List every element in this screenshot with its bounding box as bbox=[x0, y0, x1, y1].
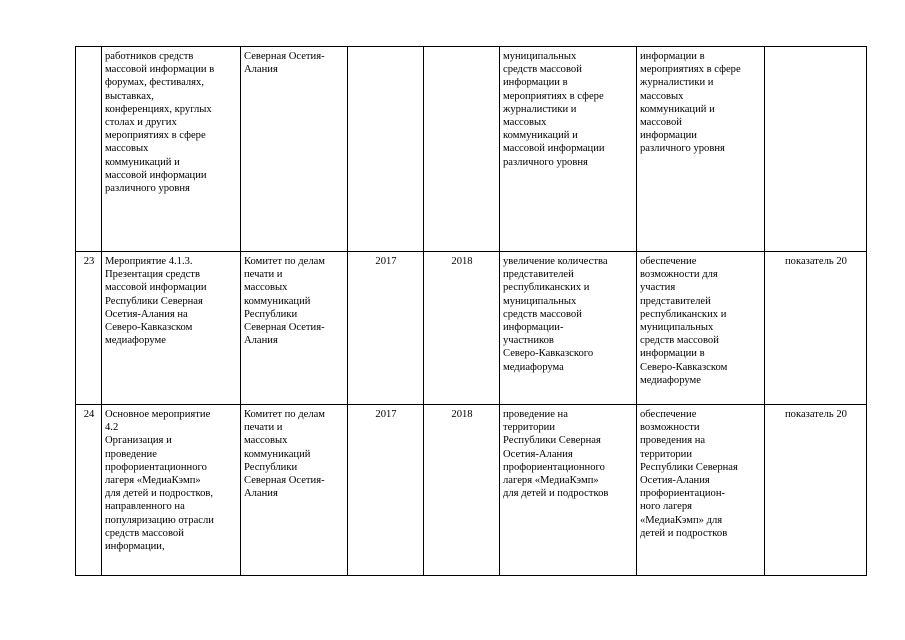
executor-cell: Комитет по делам печати и массовых коммуникаций Республики Северная Осетия- Алания bbox=[241, 405, 348, 576]
row-number-cell: 24 bbox=[76, 405, 102, 576]
executor-cell: Северная Осетия- Алания bbox=[241, 47, 348, 252]
row-number-cell: 23 bbox=[76, 252, 102, 405]
end-year-cell: 2018 bbox=[424, 405, 500, 576]
indicator-cell bbox=[765, 47, 867, 252]
consequence-cell: обеспечение возможности для участия представителей республиканских и муниципальных средств массовой информации в Северо-Кавказском медиафоруме bbox=[637, 252, 765, 405]
expected-result-cell: муниципальных средств массовой информации в мероприятиях в сфере журналистики и массовых коммуникаций и массовой информации различного уровня bbox=[500, 47, 637, 252]
table-row bbox=[76, 405, 867, 576]
start-year-cell: 2017 bbox=[348, 252, 424, 405]
consequence-cell: обеспечение возможности проведения на территории Республики Северная Осетия-Алания профориентацион- ного лагеря «МедиаКэмп» для детей и подростков bbox=[637, 405, 765, 576]
expected-result-cell: проведение на территории Республики Северная Осетия-Алания профориентационного лагеря «МедиаКэмп» для детей и подростков bbox=[500, 405, 637, 576]
activity-cell: Мероприятие 4.1.3. Презентация средств массовой информации Республики Северная Осетия-Алания на Северо-Кавказском медиафоруме bbox=[102, 252, 241, 405]
start-year-cell bbox=[348, 47, 424, 252]
activity-cell: Основное мероприятие 4.2 Организация и проведение профориентационного лагеря «МедиаКэмп» для детей и подростков, направленного на популяризацию отрасли средств массовой информации, bbox=[102, 405, 241, 576]
end-year-cell bbox=[424, 47, 500, 252]
activity-cell: работников средств массовой информации в форумах, фестивалях, выставках, конференциях, круглых столах и других мероприятиях в сфере массовых коммуникаций и массовой информации различного уровня bbox=[102, 47, 241, 252]
expected-result-cell: увеличение количества представителей республиканских и муниципальных средств массовой информации- участников Северо-Кавказского медиафорума bbox=[500, 252, 637, 405]
executor-cell: Комитет по делам печати и массовых коммуникаций Республики Северная Осетия- Алания bbox=[241, 252, 348, 405]
program-activities-table bbox=[75, 46, 867, 576]
table-row bbox=[76, 47, 867, 252]
row-number-cell bbox=[76, 47, 102, 252]
start-year-cell: 2017 bbox=[348, 405, 424, 576]
indicator-cell: показатель 20 bbox=[765, 405, 867, 576]
consequence-cell: информации в мероприятиях в сфере журналистики и массовых коммуникаций и массовой информации различного уровня bbox=[637, 47, 765, 252]
end-year-cell: 2018 bbox=[424, 252, 500, 405]
table-row bbox=[76, 252, 867, 405]
indicator-cell: показатель 20 bbox=[765, 252, 867, 405]
